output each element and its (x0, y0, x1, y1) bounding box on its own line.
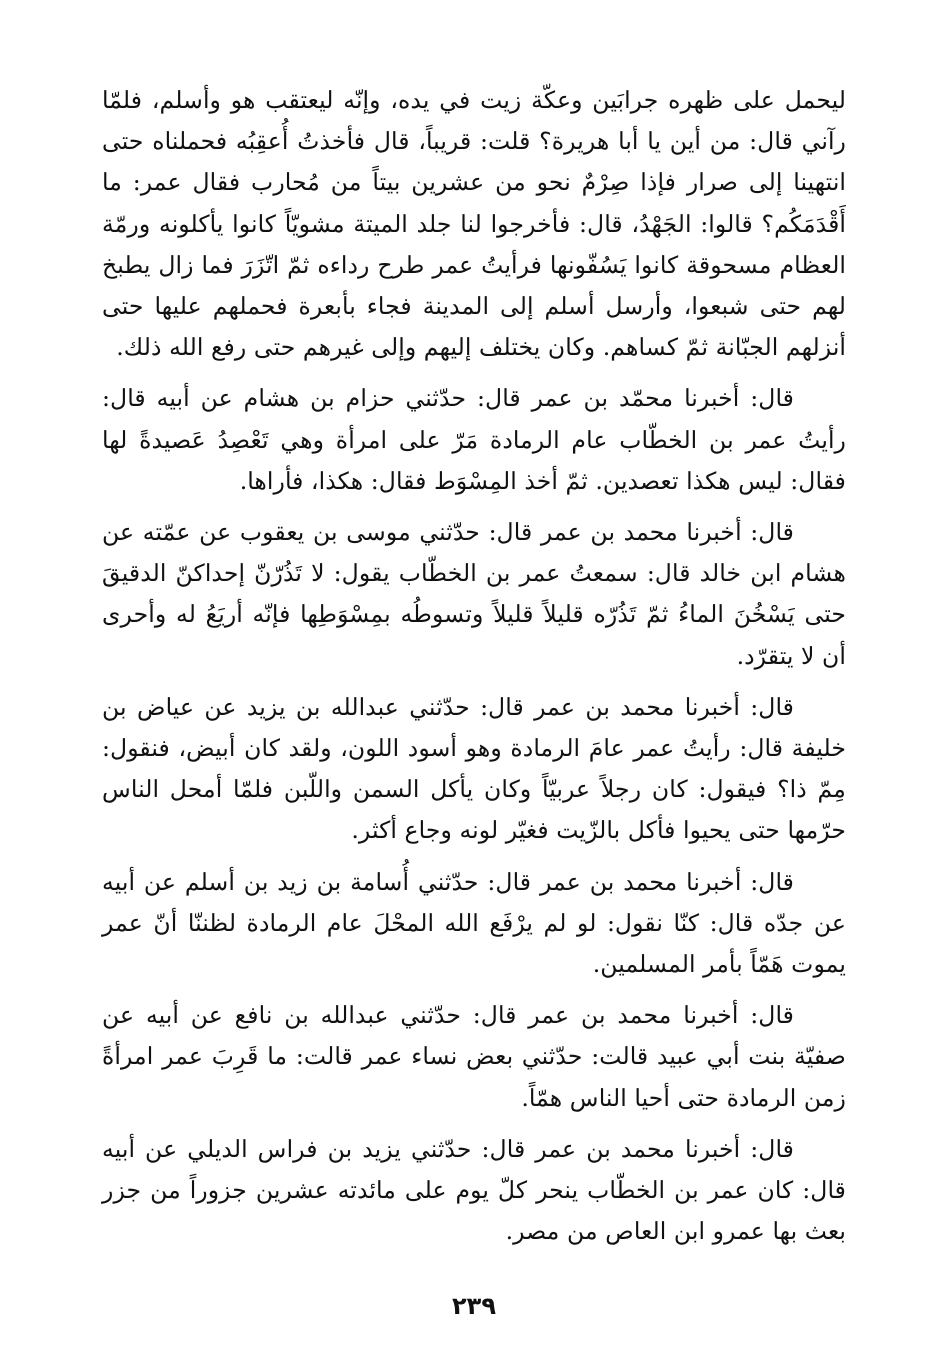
paragraph-abdullah-nafi-narration: قال: أخبرنا محمد بن عمر قال: حدّثني عبدالله بن نافع عن أبيه عن صفيّة بنت أبي عبيد قالت: حدّثني بعض نساء عمر قالت: ما قَرِبَ عمر امرأةً زمن الرمادة حتى أحيا الناس همّاً. (102, 1001, 846, 1112)
paragraph-usama-narration: قال: أخبرنا محمد بن عمر قال: حدّثني أُسامة بن زيد بن أسلم عن أبيه عن جدّه قال: كنّا نقول: لو لم يرْفَع الله المحْلَ عام الرمادة لظننّا أنّ عمر يموت هَمّاً بأمر المسلمين. (102, 867, 846, 979)
paragraph-musa-narration: قال: أخبرنا محمد بن عمر قال: حدّثني موسى بن يعقوب عن عمّته عن هشام ابن خالد قال: سمعتُ عمر بن الخطّاب يقول: لا تَذُرّنّ إحداكنّ الدقيقَ حتى يَسْخُنَ الماءُ ثمّ تَذُرّه قليلاً قليلاً وتسوطُه بمِسْوَطِها فإنّه أريَعُ له وأحرى أن لا يتقرّد. (102, 518, 846, 670)
paragraph-hizam-narration: قال: أخبرنا محمّد بن عمر قال: حدّثني حزام بن هشام عن أبيه قال: رأيتُ عمر بن الخطّاب عام الرمادة مَرّ على امرأة وهي تَعْصِدُ عَصيدةً لها فقال: ليس هكذا تعصدين. ثمّ أخذ المِسْوَط فقال: هكذا، فأراها. (102, 384, 846, 495)
paragraph-yazid-firas-narration: قال: أخبرنا محمد بن عمر قال: حدّثني يزيد بن فراس الديلي عن أبيه قال: كان عمر بن الخطّاب ينحر كلّ يوم على مائدته عشرين جزوراً من جزر بعث بها عمرو ابن العاص من مصر. (102, 1134, 846, 1246)
page-body-text (102, 80, 846, 1252)
paragraph-abdullah-yazid-narration: قال: أخبرنا محمد بن عمر قال: حدّثني عبدالله بن يزيد عن عياض بن خليفة قال: رأيتُ عمر عامَ الرمادة وهو أسود اللون، ولقد كان أبيض، فنقول: مِمّ ذا؟ فيقول: كان رجلاً عربيّاً وكان يأكل السمن واللّبن فلمّا أمحل الناس حرّمها حتى يحيوا فأكل بالزّيت فغيّر لونه وجاع أكثر. (102, 692, 846, 845)
paragraph-continued: ليحمل على ظهره جرابَين وعكّة زيت في يده، وإنّه ليعتقب هو وأسلم، فلمّا رآني قال: من أين يا أبا هريرة؟ قلت: قريباً، قال فأخذتُ أُعقِبُه فحملناه حتى انتهينا إلى صرار فإذا صِرْمٌ نحو من عشرين بيتاً من مُحارب فقال عمر: ما أَقْدَمَكُم؟ قالوا: الجَهْدُ، قال: فأخرجوا لنا جلد الميتة مشويّاً كانوا يأكلونه ورمّة العظام مسحوقة كانوا يَسُفّونها فرأيتُ عمر طرح رداءه ثمّ اتّزَرَ فما زال يطبخ لهم حتى شبعوا، وأرسل أسلم إلى المدينة فجاء بأبعرة فحملهم عليها حتى أنزلهم الجبّانة ثمّ كساهم. وكان يختلف إليهم وإلى غيرهم حتى رفع الله ذلك. (102, 86, 846, 362)
page-number: ٢٣٩ (452, 1292, 496, 1320)
